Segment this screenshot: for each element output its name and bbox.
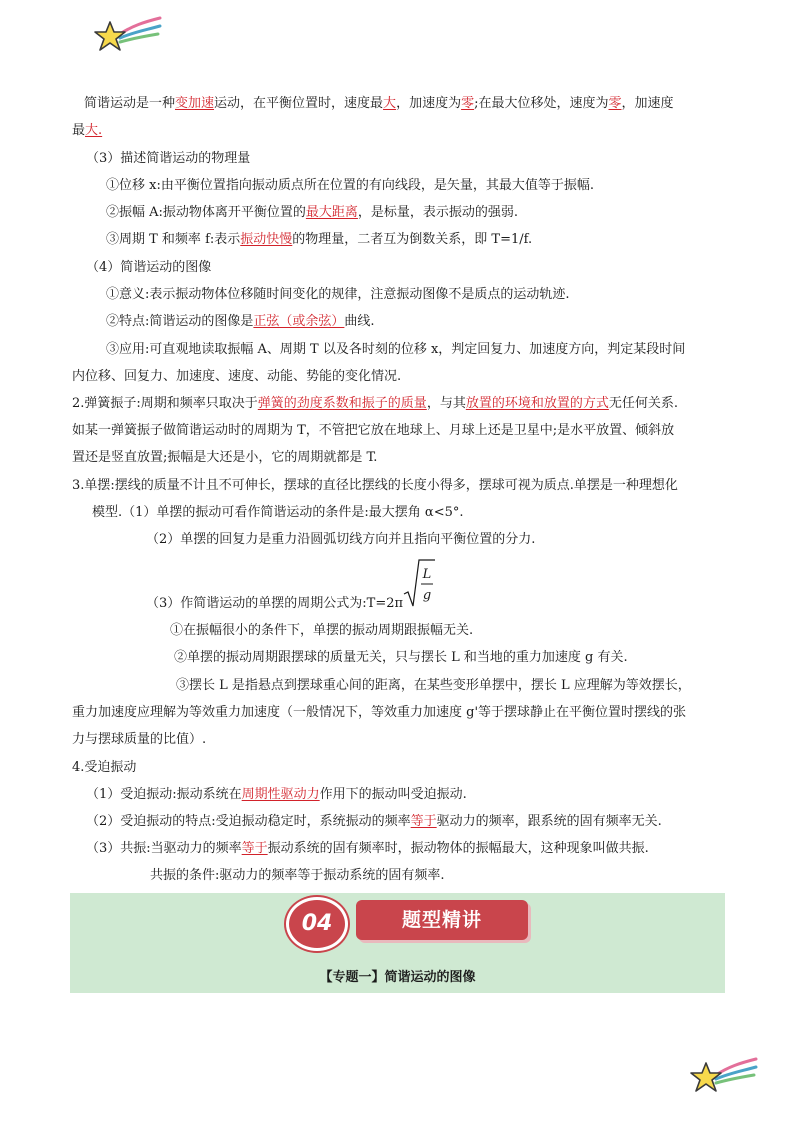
formula-numerator: L <box>422 567 432 582</box>
text: 驱动力的频率，跟系统的固有频率无关. <box>436 814 662 829</box>
text: ③周期 T 和频率 f:表示 <box>106 232 241 247</box>
paragraph-line <box>86 785 467 805</box>
text: （1）受迫振动:振动系统在 <box>86 787 242 802</box>
text: ，加速度为 <box>396 96 462 111</box>
paragraph-line <box>84 94 674 114</box>
text: （3）共振:当驱动力的频率 <box>86 841 242 856</box>
text: 曲线. <box>344 314 375 329</box>
paragraph-line: 力与摆球质量的比值）. <box>72 732 207 747</box>
paragraph-line: ②单摆的振动周期跟摆球的质量无关，只与摆长 L 和当地的重力加速度 g 有关. <box>174 650 628 665</box>
highlight-text: 零 <box>461 96 475 111</box>
text: ②振幅 A:振动物体离开平衡位置的 <box>106 205 306 220</box>
paragraph-line: ①在振幅很小的条件下，单摆的振动周期跟振幅无关. <box>170 623 474 638</box>
highlight-text: 等于 <box>241 841 268 856</box>
paragraph-line <box>72 121 102 141</box>
subheading: （4）简谐运动的图像 <box>86 260 212 275</box>
highlight-text: 周期性驱动力 <box>241 787 320 802</box>
text: 作用下的振动叫受迫振动. <box>319 787 467 802</box>
text: ，与其 <box>426 396 466 411</box>
shooting-star-icon <box>92 14 164 60</box>
paragraph-line: 共振的条件:驱动力的频率等于振动系统的固有频率. <box>150 868 445 883</box>
paragraph-line <box>106 230 532 250</box>
paragraph-line: （2）单摆的回复力是重力沿圆弧切线方向并且指向平衡位置的分力. <box>146 532 536 547</box>
paragraph-line <box>72 394 678 414</box>
text: 无任何关系. <box>608 396 678 411</box>
section-title: 题型精讲 <box>356 900 528 940</box>
text: 的物理量，二者互为倒数关系，即 T=1/f. <box>292 232 533 247</box>
formula-denominator: g <box>422 588 432 603</box>
text: 运动，在平衡位置时，速度最 <box>214 96 384 111</box>
paragraph-line: 置还是竖直放置;振幅是大还是小，它的周期就都是 T. <box>72 450 378 465</box>
text: 简谐运动是一种 <box>84 96 176 111</box>
paragraph-line: 内位移、回复力、加速度、速度、动能、势能的变化情况. <box>72 369 402 384</box>
highlight-text: 变加速 <box>175 96 215 111</box>
paragraph-line <box>106 312 375 332</box>
section-number-badge: 04 <box>286 897 348 951</box>
square-root-formula <box>402 558 436 610</box>
paragraph-line <box>86 839 649 859</box>
paragraph-line: 重力加速度应理解为等效重力加速度（一般情况下，等效重力加速度 g'等于摆球静止在平衡位置时摆线的张 <box>72 705 687 720</box>
highlight-text: 振动快慢 <box>240 232 293 247</box>
paragraph-line: （3）作简谐运动的单摆的周期公式为:T=2π <box>146 596 404 611</box>
shooting-star-icon <box>688 1055 760 1101</box>
text: ;在最大位移处，速度为 <box>474 96 609 111</box>
highlight-text: 大 <box>383 96 397 111</box>
highlight-text: 等于 <box>410 814 437 829</box>
text: 振动系统的固有频率时，振动物体的振幅最大，这种现象叫做共振. <box>267 841 649 856</box>
highlight-text: 零 <box>608 96 622 111</box>
subheading: （3）描述简谐运动的物理量 <box>86 151 251 166</box>
highlight-text: 大. <box>85 123 103 138</box>
text: （2）受迫振动的特点:受迫振动稳定时，系统振动的频率 <box>86 814 411 829</box>
paragraph-line: ③应用:可直观地读取振幅 A、周期 T 以及各时刻的位移 x，判定回复力、加速度方向，判定某段时间 <box>106 342 686 357</box>
paragraph-line <box>86 812 662 832</box>
text: 2.弹簧振子:周期和频率只取决于 <box>72 396 258 411</box>
text: ②特点:简谐运动的图像是 <box>106 314 254 329</box>
highlight-text: 最大距离 <box>305 205 358 220</box>
subheading: 4.受迫振动 <box>72 760 137 775</box>
paragraph-line: ①位移 x:由平衡位置指向振动质点所在位置的有向线段，是矢量，其最大值等于振幅. <box>106 178 594 193</box>
paragraph-line: 3.单摆:摆线的质量不计且不可伸长，摆球的直径比摆线的长度小得多，摆球可视为质点.单摆是一种理想化 <box>72 478 678 493</box>
text: ，是标量，表示振动的强弱. <box>357 205 519 220</box>
highlight-text: 正弦（或余弦） <box>253 314 345 329</box>
paragraph-line: ③摆长 L 是指悬点到摆球重心间的距离，在某些变形单摆中，摆长 L 应理解为等效摆长， <box>176 678 691 693</box>
text: 最 <box>72 123 86 138</box>
text: ，加速度 <box>621 96 674 111</box>
highlight-text: 放置的环境和放置的方式 <box>465 396 609 411</box>
paragraph-line <box>106 203 518 223</box>
paragraph-line: 模型.（1）单摆的振动可看作简谐运动的条件是:最大摆角 α<5°. <box>92 505 464 520</box>
paragraph-line: 如某一弹簧振子做简谐运动时的周期为 T，不管把它放在地球上、月球上还是卫星中;是水平放置、倾斜放 <box>72 423 675 438</box>
paragraph-line: ①意义:表示振动物体位移随时间变化的规律，注意振动图像不是质点的运动轨迹. <box>106 287 570 302</box>
section-subtitle: 【专题一】简谐运动的图像 <box>319 970 476 985</box>
highlight-text: 弹簧的劲度系数和振子的质量 <box>257 396 427 411</box>
